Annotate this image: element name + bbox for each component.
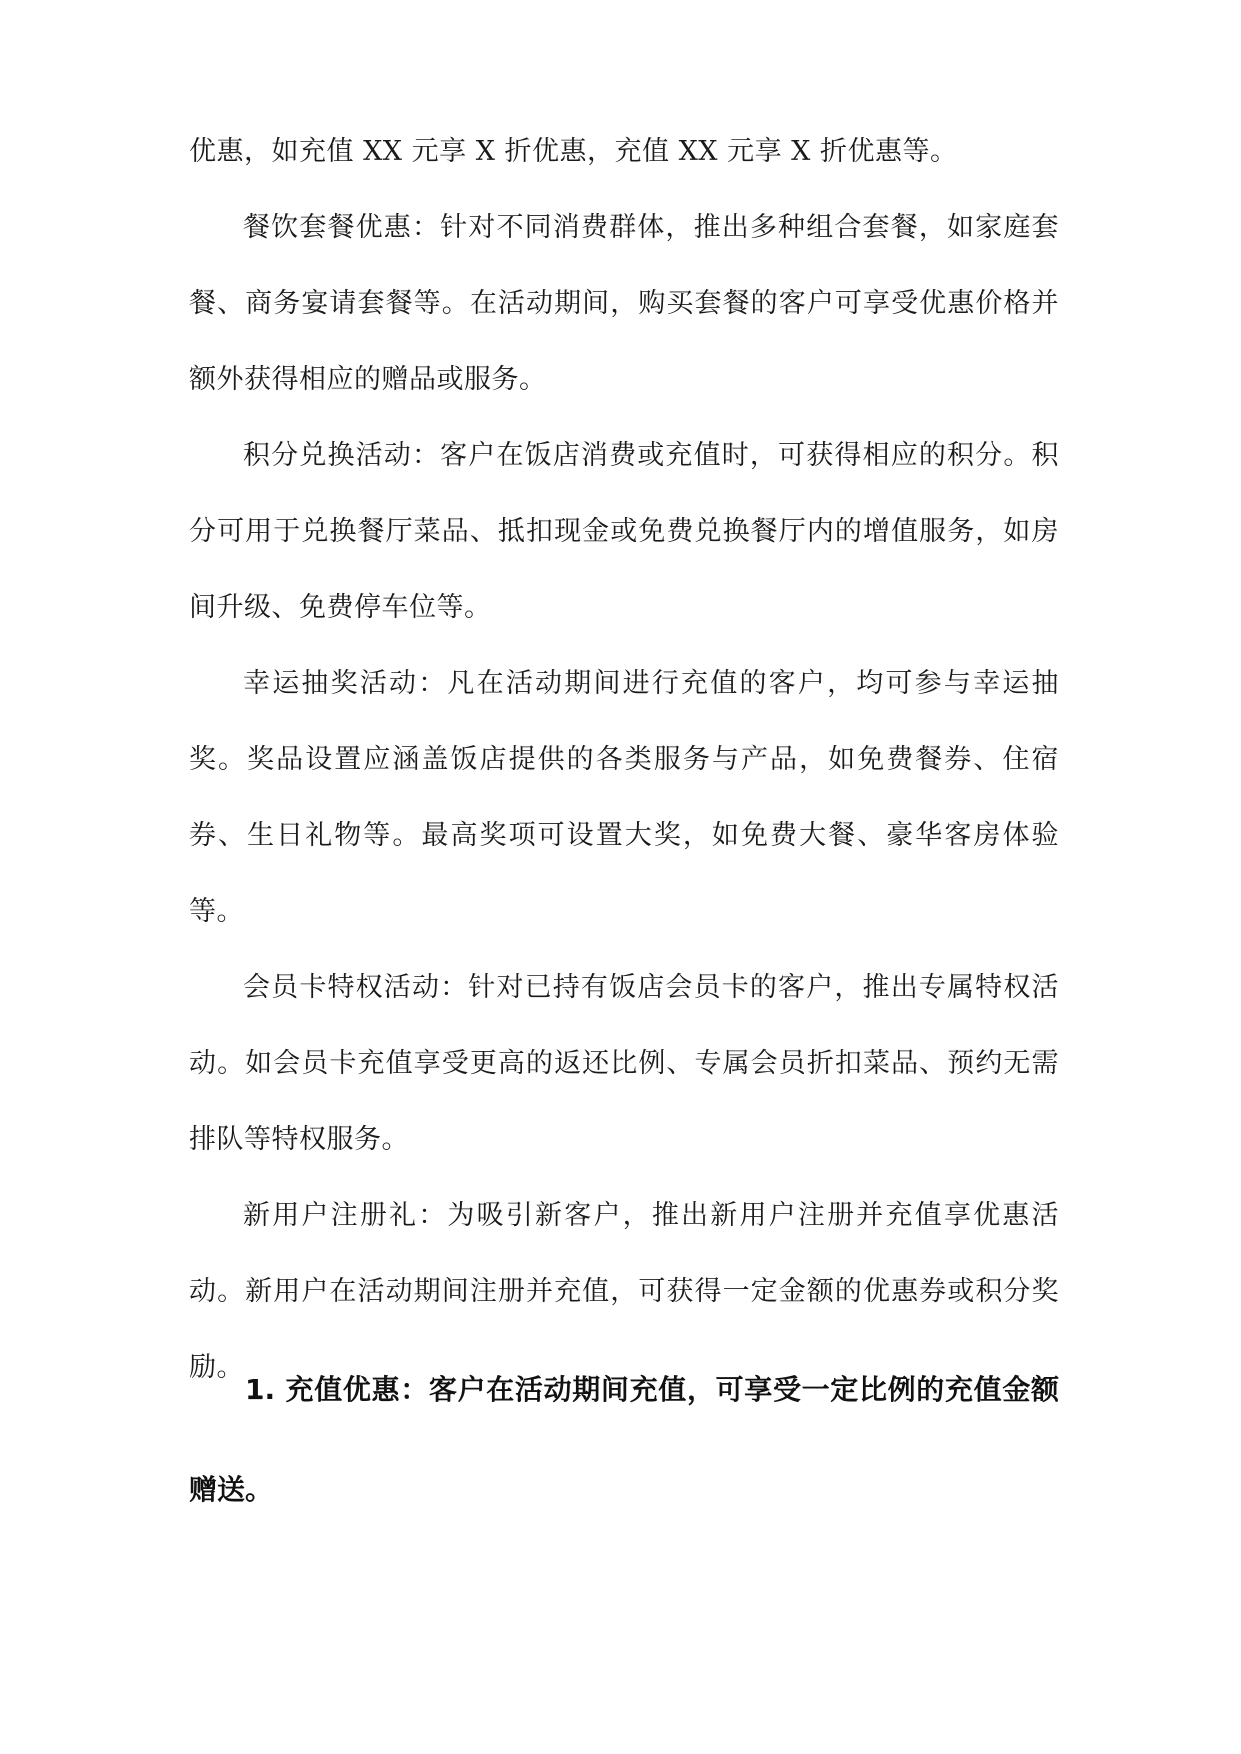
paragraph-lucky-draw: 幸运抽奖活动：凡在活动期间进行充值的客户，均可参与幸运抽奖。奖品设置应涵盖饭店提供的各类服务与产品，如免费餐券、住宿券、生日礼物等。最高奖项可设置大奖，如免费大餐、豪华客房体验等。	[189, 668, 1059, 927]
section-heading: 1. 充值优惠：客户在活动期间充值，可享受一定比例的充值金额赠送。	[189, 1373, 1059, 1506]
paragraph-dining-package: 餐饮套餐优惠：针对不同消费群体，推出多种组合套餐，如家庭套餐、商务宴请套餐等。在活动期间，购买套餐的客户可享受优惠价格并额外获得相应的赠品或服务。	[189, 212, 1059, 395]
paragraph-member-card: 会员卡特权活动：针对已持有饭店会员卡的客户，推出专属特权活动。如会员卡充值享受更高的返还比例、专属会员折扣菜品、预约无需排队等特权服务。	[189, 972, 1059, 1155]
paragraph-points-exchange: 积分兑换活动：客户在饭店消费或充值时，可获得相应的积分。积分可用于兑换餐厅菜品、抵扣现金或免费兑换餐厅内的增值服务，如房间升级、免费停车位等。	[189, 440, 1059, 623]
paragraph-continuation: 优惠，如充值 XX 元享 X 折优惠，充值 XX 元享 X 折优惠等。	[189, 136, 958, 167]
paragraph-new-user: 新用户注册礼：为吸引新客户，推出新用户注册并充值享优惠活动。新用户在活动期间注册并充值，可获得一定金额的优惠券或积分奖励。	[189, 1200, 1059, 1383]
body-text	[189, 114, 1059, 1406]
